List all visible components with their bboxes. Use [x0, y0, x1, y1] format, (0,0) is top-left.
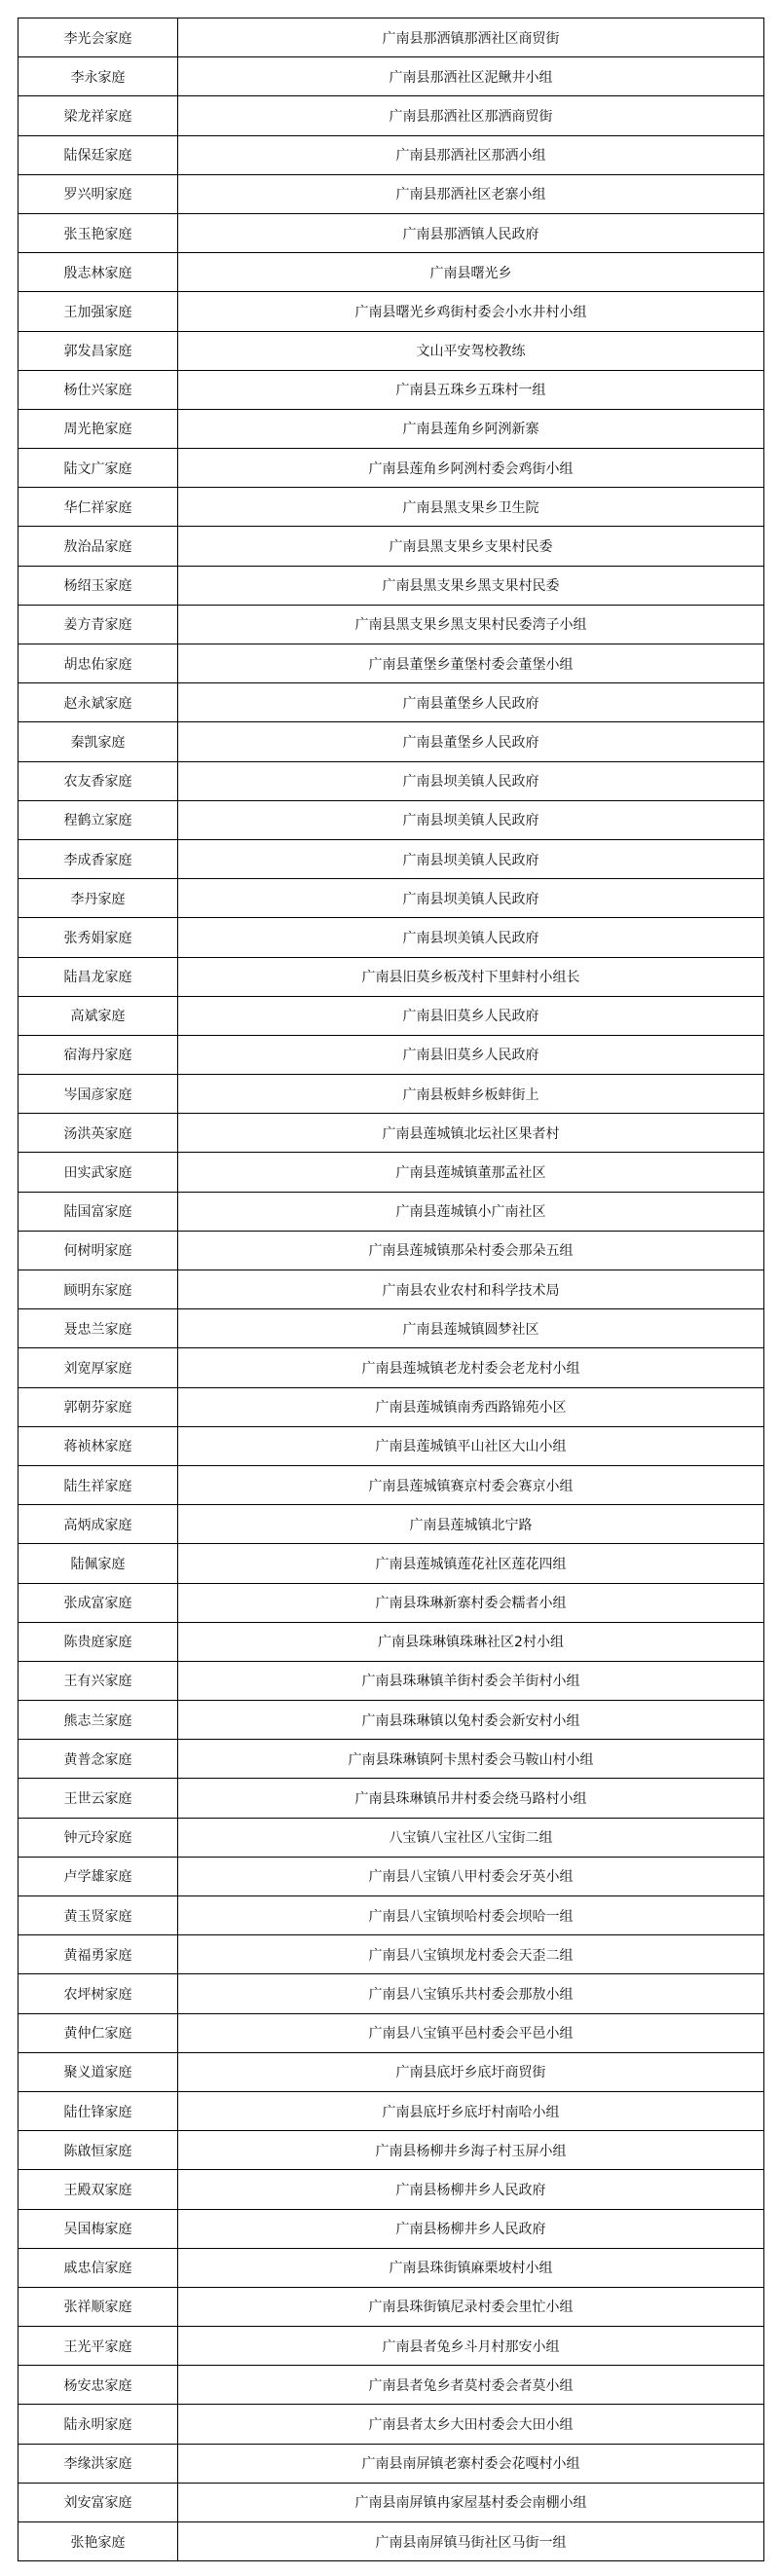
- household-address-cell: 广南县黑支果乡卫生院: [178, 488, 764, 527]
- household-address-cell: 广南县那洒社区老寨小组: [178, 174, 764, 213]
- household-address-cell: 广南县八宝镇坝龙村委会天歪二组: [178, 1935, 764, 1974]
- household-address-cell: 广南县莲城镇北坛社区果者村: [178, 1114, 764, 1153]
- household-address-cell: 广南县珠琳镇阿卡黑村委会马鞍山村小组: [178, 1740, 764, 1779]
- table-row: [19, 2013, 764, 2052]
- table-row: [19, 213, 764, 252]
- household-name-cell: 何树明家庭: [19, 1231, 178, 1270]
- household-address-cell: 广南县珠琳镇羊街村委会羊街村小组: [178, 1661, 764, 1700]
- household-address-cell: 广南县坝美镇人民政府: [178, 839, 764, 878]
- household-address-cell: 广南县那洒社区那洒商贸街: [178, 96, 764, 135]
- household-name-cell: 郭朝芬家庭: [19, 1387, 178, 1426]
- household-name-cell: 杨安忠家庭: [19, 2366, 178, 2405]
- table-row: [19, 996, 764, 1035]
- household-name-cell: 宿海丹家庭: [19, 1035, 178, 1074]
- household-address-cell: 广南县莲城镇董那孟社区: [178, 1153, 764, 1192]
- household-name-cell: 黄玉贤家庭: [19, 1896, 178, 1935]
- table-row: [19, 1857, 764, 1895]
- household-name-cell: 岑国彦家庭: [19, 1075, 178, 1114]
- household-name-cell: 胡忠佑家庭: [19, 644, 178, 683]
- table-row: [19, 1075, 764, 1114]
- household-name-cell: 张玉艳家庭: [19, 213, 178, 252]
- table-row: [19, 292, 764, 331]
- household-address-cell: 广南县八宝镇八甲村委会牙英小组: [178, 1857, 764, 1895]
- household-name-cell: 李永家庭: [19, 57, 178, 96]
- household-address-cell: 广南县八宝镇坝哈村委会坝哈一组: [178, 1896, 764, 1935]
- household-name-cell: 黄普念家庭: [19, 1740, 178, 1779]
- household-address-cell: 广南县旧莫乡人民政府: [178, 1035, 764, 1074]
- household-address-cell: 广南县珠琳新寨村委会糯者小组: [178, 1583, 764, 1622]
- table-row: [19, 2248, 764, 2287]
- household-address-cell: 广南县坝美镇人民政府: [178, 761, 764, 800]
- household-name-cell: 蒋祯林家庭: [19, 1426, 178, 1465]
- household-address-cell: 广南县珠琳镇吊井村委会绕马路村小组: [178, 1779, 764, 1818]
- household-name-cell: 聂忠兰家庭: [19, 1309, 178, 1348]
- table-row: [19, 1231, 764, 1270]
- table-row: [19, 761, 764, 800]
- household-name-cell: 王光平家庭: [19, 2327, 178, 2366]
- household-address-cell: 广南县八宝镇乐共村委会那敖小组: [178, 1974, 764, 2013]
- table-row: [19, 879, 764, 918]
- table-row: [19, 409, 764, 448]
- table-row: [19, 1270, 764, 1309]
- table-row: [19, 918, 764, 957]
- table-row: [19, 2483, 764, 2521]
- household-address-cell: 广南县者太乡大田村委会大田小组: [178, 2405, 764, 2444]
- table-row: [19, 800, 764, 839]
- household-name-cell: 张艳家庭: [19, 2522, 178, 2561]
- household-name-cell: 张祥顺家庭: [19, 2287, 178, 2326]
- household-address-cell: 广南县杨柳井乡人民政府: [178, 2209, 764, 2248]
- table-row: [19, 2522, 764, 2561]
- table-row: [19, 2444, 764, 2483]
- household-name-cell: 高斌家庭: [19, 996, 178, 1035]
- household-address-cell: 广南县莲城镇小广南社区: [178, 1192, 764, 1231]
- household-name-cell: 刘安富家庭: [19, 2483, 178, 2521]
- table-row: [19, 488, 764, 527]
- household-name-cell: 王加强家庭: [19, 292, 178, 331]
- household-address-cell: 广南县杨柳井乡海子村玉屏小组: [178, 2131, 764, 2170]
- household-address-cell: 八宝镇八宝社区八宝街二组: [178, 1818, 764, 1857]
- household-name-cell: 黄仲仁家庭: [19, 2013, 178, 2052]
- table-row: [19, 1035, 764, 1074]
- table-row: [19, 957, 764, 996]
- household-name-cell: 熊志兰家庭: [19, 1701, 178, 1740]
- table-row: [19, 2327, 764, 2366]
- household-name-cell: 钟元玲家庭: [19, 1818, 178, 1857]
- table-row: [19, 331, 764, 370]
- household-name-cell: 梁龙祥家庭: [19, 96, 178, 135]
- table-row: [19, 1153, 764, 1192]
- table-row: [19, 57, 764, 96]
- household-address-cell: 广南县黑支果乡黑支果村民委: [178, 566, 764, 605]
- table-row: [19, 1974, 764, 2013]
- household-name-cell: 卢学雄家庭: [19, 1857, 178, 1895]
- household-name-cell: 刘宽厚家庭: [19, 1348, 178, 1387]
- household-address-cell: 广南县那洒社区泥鳅井小组: [178, 57, 764, 96]
- household-address-cell: 广南县者兔乡斗月村那安小组: [178, 2327, 764, 2366]
- household-name-cell: 陆文广家庭: [19, 449, 178, 488]
- table-row: [19, 1465, 764, 1504]
- household-address-cell: 广南县莲城镇北宁路: [178, 1505, 764, 1544]
- household-name-cell: 陆永明家庭: [19, 2405, 178, 2444]
- household-address-cell: 广南县莲城镇圆梦社区: [178, 1309, 764, 1348]
- household-address-cell: 广南县坝美镇人民政府: [178, 918, 764, 957]
- household-address-cell: 文山平安驾校教练: [178, 331, 764, 370]
- table-row: [19, 2131, 764, 2170]
- household-name-cell: 黄福勇家庭: [19, 1935, 178, 1974]
- household-address-cell: 广南县五珠乡五珠村一组: [178, 370, 764, 409]
- household-address-cell: 广南县黑支果乡黑支果村民委湾子小组: [178, 605, 764, 644]
- household-table: [18, 18, 764, 2561]
- household-name-cell: 罗兴明家庭: [19, 174, 178, 213]
- household-address-cell: 广南县曙光乡鸡街村委会小水井村小组: [178, 292, 764, 331]
- household-address-cell: 广南县黑支果乡支果村民委: [178, 527, 764, 566]
- household-name-cell: 华仁祥家庭: [19, 488, 178, 527]
- household-address-cell: 广南县八宝镇平邑村委会平邑小组: [178, 2013, 764, 2052]
- table-row: [19, 1740, 764, 1779]
- household-name-cell: 农坪树家庭: [19, 1974, 178, 2013]
- household-name-cell: 高炳成家庭: [19, 1505, 178, 1544]
- table-row: [19, 449, 764, 488]
- table-row: [19, 1818, 764, 1857]
- household-address-cell: 广南县莲城镇老龙村委会老龙村小组: [178, 1348, 764, 1387]
- household-name-cell: 吴国梅家庭: [19, 2209, 178, 2248]
- household-name-cell: 殷志林家庭: [19, 253, 178, 292]
- table-row: [19, 135, 764, 174]
- table-row: [19, 1505, 764, 1544]
- table-row: [19, 2209, 764, 2248]
- household-name-cell: 陆仕锋家庭: [19, 2091, 178, 2130]
- table-row: [19, 1583, 764, 1622]
- household-address-cell: 广南县莲城镇那朵村委会那朵五组: [178, 1231, 764, 1270]
- household-address-cell: 广南县莲城镇平山社区大山小组: [178, 1426, 764, 1465]
- table-row: [19, 839, 764, 878]
- household-address-cell: 广南县董堡乡人民政府: [178, 683, 764, 722]
- household-address-cell: 广南县莲城镇南秀西路锦苑小区: [178, 1387, 764, 1426]
- household-address-cell: 广南县莲城镇莲花社区莲花四组: [178, 1544, 764, 1583]
- household-name-cell: 陈贵庭家庭: [19, 1622, 178, 1661]
- table-row: [19, 527, 764, 566]
- household-name-cell: 程鹤立家庭: [19, 800, 178, 839]
- household-address-cell: 广南县莲角乡阿洌新寨: [178, 409, 764, 448]
- household-name-cell: 赵永斌家庭: [19, 683, 178, 722]
- household-address-cell: 广南县坝美镇人民政府: [178, 800, 764, 839]
- table-row: [19, 1661, 764, 1700]
- household-name-cell: 郭发昌家庭: [19, 331, 178, 370]
- household-name-cell: 顾明东家庭: [19, 1270, 178, 1309]
- household-name-cell: 李成香家庭: [19, 839, 178, 878]
- table-row: [19, 1114, 764, 1153]
- household-name-cell: 敖治品家庭: [19, 527, 178, 566]
- household-address-cell: 广南县南屏镇冉家屋基村委会南棚小组: [178, 2483, 764, 2521]
- household-name-cell: 李丹家庭: [19, 879, 178, 918]
- household-name-cell: 李光会家庭: [19, 18, 178, 57]
- household-address-cell: 广南县那洒社区那洒小组: [178, 135, 764, 174]
- household-address-cell: 广南县南屏镇马街社区马街一组: [178, 2522, 764, 2561]
- table-row: [19, 683, 764, 722]
- household-address-cell: 广南县旧莫乡板茂村下里蚌村小组长: [178, 957, 764, 996]
- household-name-cell: 周光艳家庭: [19, 409, 178, 448]
- household-name-cell: 聚义道家庭: [19, 2052, 178, 2091]
- table-row: [19, 1544, 764, 1583]
- household-address-cell: 广南县莲角乡阿洌村委会鸡街小组: [178, 449, 764, 488]
- household-name-cell: 张秀娟家庭: [19, 918, 178, 957]
- household-name-cell: 陈啟恒家庭: [19, 2131, 178, 2170]
- table-row: [19, 18, 764, 57]
- table-row: [19, 370, 764, 409]
- household-address-cell: 广南县农业农村和科学技术局: [178, 1270, 764, 1309]
- table-row: [19, 2091, 764, 2130]
- household-name-cell: 汤洪英家庭: [19, 1114, 178, 1153]
- household-name-cell: 杨仕兴家庭: [19, 370, 178, 409]
- household-address-cell: 广南县珠琳镇珠琳社区2村小组: [178, 1622, 764, 1661]
- household-address-cell: 广南县莲城镇赛京村委会赛京小组: [178, 1465, 764, 1504]
- household-name-cell: 杨绍玉家庭: [19, 566, 178, 605]
- household-address-cell: 广南县南屏镇老寨村委会花嘎村小组: [178, 2444, 764, 2483]
- household-address-cell: 广南县旧莫乡人民政府: [178, 996, 764, 1035]
- table-row: [19, 96, 764, 135]
- household-name-cell: 王殿双家庭: [19, 2170, 178, 2209]
- household-table-body: [19, 18, 764, 2561]
- table-row: [19, 1309, 764, 1348]
- household-name-cell: 陆保廷家庭: [19, 135, 178, 174]
- table-row: [19, 2366, 764, 2405]
- household-name-cell: 李缘洪家庭: [19, 2444, 178, 2483]
- table-row: [19, 253, 764, 292]
- household-address-cell: 广南县珠琳镇以兔村委会新安村小组: [178, 1701, 764, 1740]
- household-address-cell: 广南县董堡乡董堡村委会董堡小组: [178, 644, 764, 683]
- household-address-cell: 广南县底圩乡底圩村南哈小组: [178, 2091, 764, 2130]
- household-address-cell: 广南县那洒镇人民政府: [178, 213, 764, 252]
- table-row: [19, 1779, 764, 1818]
- table-row: [19, 566, 764, 605]
- household-name-cell: 王有兴家庭: [19, 1661, 178, 1700]
- table-row: [19, 2170, 764, 2209]
- household-name-cell: 陆佩家庭: [19, 1544, 178, 1583]
- household-address-cell: 广南县珠街镇麻栗坡村小组: [178, 2248, 764, 2287]
- table-row: [19, 1426, 764, 1465]
- table-row: [19, 1701, 764, 1740]
- household-address-cell: 广南县杨柳井乡人民政府: [178, 2170, 764, 2209]
- household-name-cell: 秦凯家庭: [19, 722, 178, 761]
- household-name-cell: 戚忠信家庭: [19, 2248, 178, 2287]
- household-name-cell: 陆生祥家庭: [19, 1465, 178, 1504]
- table-row: [19, 1622, 764, 1661]
- household-address-cell: 广南县底圩乡底圩商贸街: [178, 2052, 764, 2091]
- table-row: [19, 605, 764, 644]
- table-row: [19, 2405, 764, 2444]
- table-row: [19, 722, 764, 761]
- household-address-cell: 广南县珠街镇尼录村委会里忙小组: [178, 2287, 764, 2326]
- table-row: [19, 1348, 764, 1387]
- table-row: [19, 644, 764, 683]
- table-row: [19, 174, 764, 213]
- table-row: [19, 1192, 764, 1231]
- household-address-cell: 广南县董堡乡人民政府: [178, 722, 764, 761]
- household-address-cell: 广南县那洒镇那洒社区商贸街: [178, 18, 764, 57]
- household-name-cell: 张成富家庭: [19, 1583, 178, 1622]
- household-name-cell: 陆国富家庭: [19, 1192, 178, 1231]
- table-row: [19, 2287, 764, 2326]
- household-name-cell: 陆昌龙家庭: [19, 957, 178, 996]
- table-row: [19, 2052, 764, 2091]
- household-name-cell: 农友香家庭: [19, 761, 178, 800]
- household-name-cell: 王世云家庭: [19, 1779, 178, 1818]
- household-name-cell: 田实武家庭: [19, 1153, 178, 1192]
- household-name-cell: 姜方青家庭: [19, 605, 178, 644]
- household-address-cell: 广南县坝美镇人民政府: [178, 879, 764, 918]
- table-row: [19, 1896, 764, 1935]
- table-row: [19, 1935, 764, 1974]
- table-row: [19, 1387, 764, 1426]
- household-address-cell: 广南县曙光乡: [178, 253, 764, 292]
- household-address-cell: 广南县板蚌乡板蚌街上: [178, 1075, 764, 1114]
- household-address-cell: 广南县者兔乡者莫村委会者莫小组: [178, 2366, 764, 2405]
